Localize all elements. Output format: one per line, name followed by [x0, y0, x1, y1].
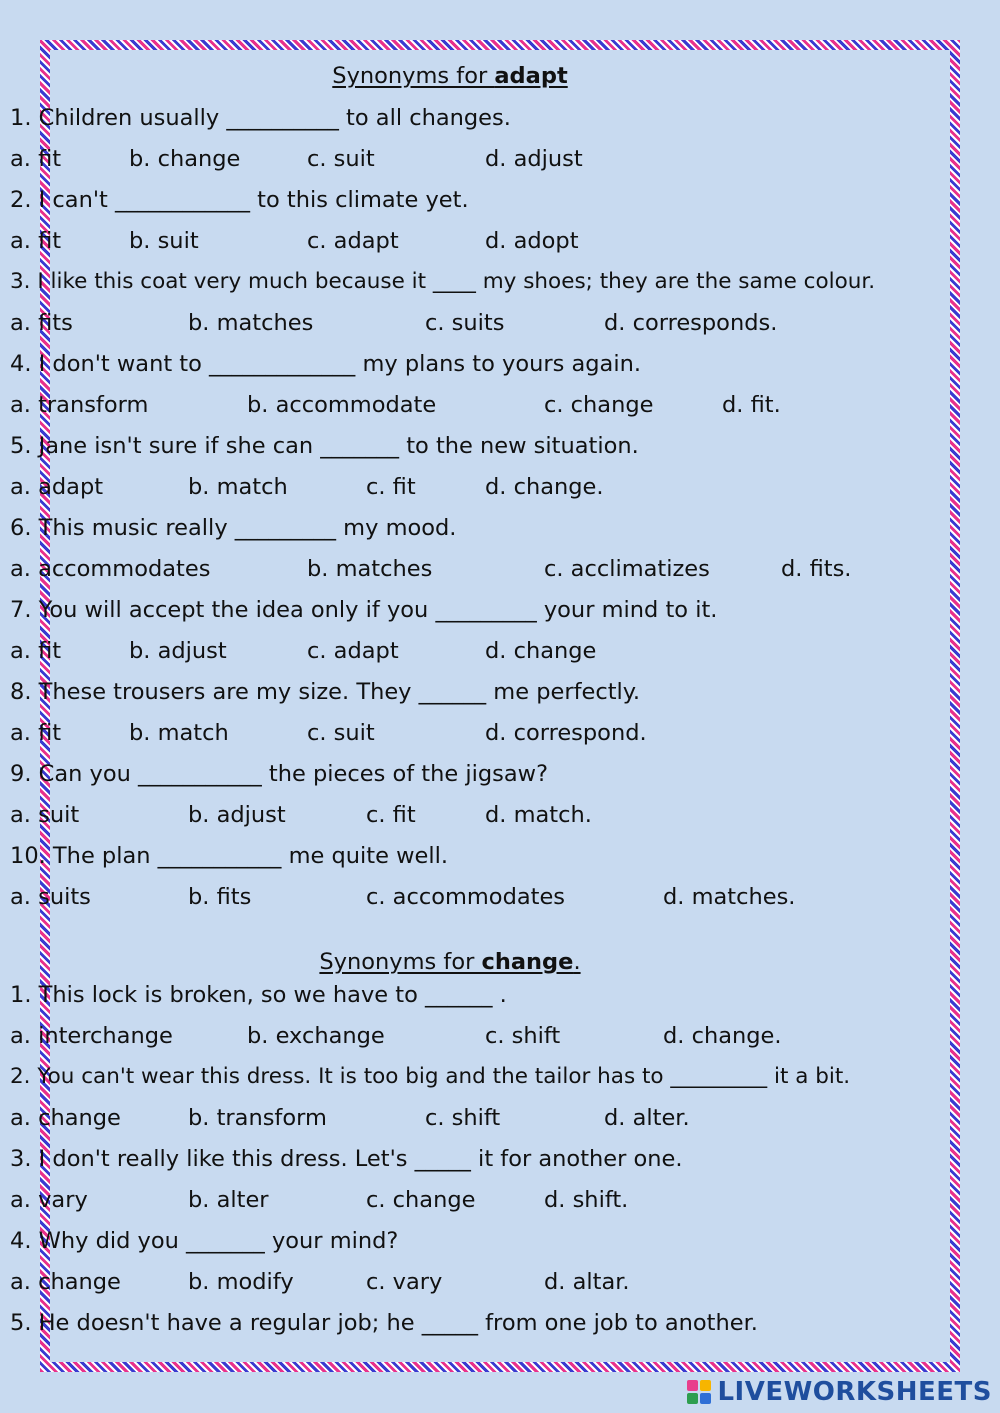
option-b[interactable]: b. matches — [307, 556, 433, 582]
option-d[interactable]: d. shift. — [544, 1187, 629, 1213]
option-c[interactable]: c. shift — [425, 1105, 501, 1131]
option-b[interactable]: b. fits — [188, 884, 252, 910]
question: 3. I don't really like this dress. Let's _____ it for another one. — [10, 1146, 683, 1172]
logo-tile — [687, 1393, 698, 1404]
logo-tile — [700, 1393, 711, 1404]
option-c[interactable]: c. suits — [425, 310, 505, 336]
logo-tile — [687, 1380, 698, 1391]
option-a[interactable]: a. suit — [10, 802, 80, 828]
option-d[interactable]: d. change. — [663, 1023, 782, 1049]
option-a[interactable]: a. fit — [10, 228, 62, 254]
option-b[interactable]: b. exchange — [247, 1023, 385, 1049]
option-a[interactable]: a. change — [10, 1105, 121, 1131]
question: 10. The plan ___________ me quite well. — [10, 843, 448, 869]
option-d[interactable]: d. adopt — [485, 228, 579, 254]
logo-tile — [700, 1380, 711, 1391]
section1-title: Synonyms for adapt — [332, 63, 568, 89]
option-c[interactable]: c. change — [544, 392, 654, 418]
option-d[interactable]: d. fit. — [722, 392, 781, 418]
option-b[interactable]: b. accommodate — [247, 392, 437, 418]
section2-title: Synonyms for change. — [319, 949, 581, 975]
option-a[interactable]: a. change — [10, 1269, 121, 1295]
logo-text: LIVEWORKSHEETS — [717, 1377, 992, 1407]
option-a[interactable]: a. interchange — [10, 1023, 173, 1049]
question: 2. You can't wear this dress. It is too big and the tailor has to _________ it a bit. — [10, 1064, 851, 1089]
option-c[interactable]: c. adapt — [307, 638, 399, 664]
option-a[interactable]: a. fit — [10, 146, 62, 172]
question: 6. This music really _________ my mood. — [10, 515, 457, 541]
question: 3. I like this coat very much because it ____ my shoes; they are the same colour. — [10, 269, 876, 294]
option-b[interactable]: b. alter — [188, 1187, 269, 1213]
logo-mark-icon — [687, 1380, 711, 1404]
option-d[interactable]: d. correspond. — [485, 720, 647, 746]
option-b[interactable]: b. transform — [188, 1105, 327, 1131]
option-c[interactable]: c. adapt — [307, 228, 399, 254]
option-d[interactable]: d. change — [485, 638, 597, 664]
option-c[interactable]: c. suit — [307, 146, 375, 172]
option-b[interactable]: b. match — [188, 474, 288, 500]
question: 8. These trousers are my size. They ______ me perfectly. — [10, 679, 641, 705]
question: 9. Can you ___________ the pieces of the jigsaw? — [10, 761, 549, 787]
option-c[interactable]: c. fit — [366, 474, 416, 500]
option-a[interactable]: a. fits — [10, 310, 73, 336]
option-d[interactable]: d. corresponds. — [604, 310, 778, 336]
option-b[interactable]: b. adjust — [129, 638, 227, 664]
option-d[interactable]: d. match. — [485, 802, 592, 828]
question: 4. I don't want to _____________ my plans to yours again. — [10, 351, 642, 377]
option-c[interactable]: c. accommodates — [366, 884, 566, 910]
question: 2. I can't ____________ to this climate yet. — [10, 187, 469, 213]
option-d[interactable]: d. alter. — [604, 1105, 690, 1131]
question: 1. This lock is broken, so we have to ______ . — [10, 982, 507, 1008]
option-c[interactable]: c. suit — [307, 720, 375, 746]
option-b[interactable]: b. matches — [188, 310, 314, 336]
option-d[interactable]: d. fits. — [781, 556, 852, 582]
option-a[interactable]: a. vary — [10, 1187, 88, 1213]
option-a[interactable]: a. transform — [10, 392, 149, 418]
option-c[interactable]: c. vary — [366, 1269, 443, 1295]
option-c[interactable]: c. fit — [366, 802, 416, 828]
option-b[interactable]: b. modify — [188, 1269, 294, 1295]
option-d[interactable]: d. adjust — [485, 146, 583, 172]
option-a[interactable]: a. fit — [10, 638, 62, 664]
option-d[interactable]: d. matches. — [663, 884, 796, 910]
option-d[interactable]: d. change. — [485, 474, 604, 500]
option-c[interactable]: c. acclimatizes — [544, 556, 710, 582]
option-b[interactable]: b. adjust — [188, 802, 286, 828]
liveworksheets-logo[interactable] — [687, 1375, 992, 1409]
question: 5. Jane isn't sure if she can _______ to the new situation. — [10, 433, 639, 459]
question: 7. You will accept the idea only if you _________ your mind to it. — [10, 597, 718, 623]
option-c[interactable]: c. shift — [485, 1023, 561, 1049]
question: 5. He doesn't have a regular job; he _____ from one job to another. — [10, 1310, 758, 1336]
option-c[interactable]: c. change — [366, 1187, 476, 1213]
option-b[interactable]: b. change — [129, 146, 241, 172]
option-a[interactable]: a. accommodates — [10, 556, 211, 582]
option-b[interactable]: b. suit — [129, 228, 199, 254]
option-d[interactable]: d. altar. — [544, 1269, 630, 1295]
option-a[interactable]: a. adapt — [10, 474, 104, 500]
option-a[interactable]: a. fit — [10, 720, 62, 746]
question: 4. Why did you _______ your mind? — [10, 1228, 399, 1254]
option-b[interactable]: b. match — [129, 720, 229, 746]
question: 1. Children usually __________ to all changes. — [10, 105, 511, 131]
option-a[interactable]: a. suits — [10, 884, 91, 910]
